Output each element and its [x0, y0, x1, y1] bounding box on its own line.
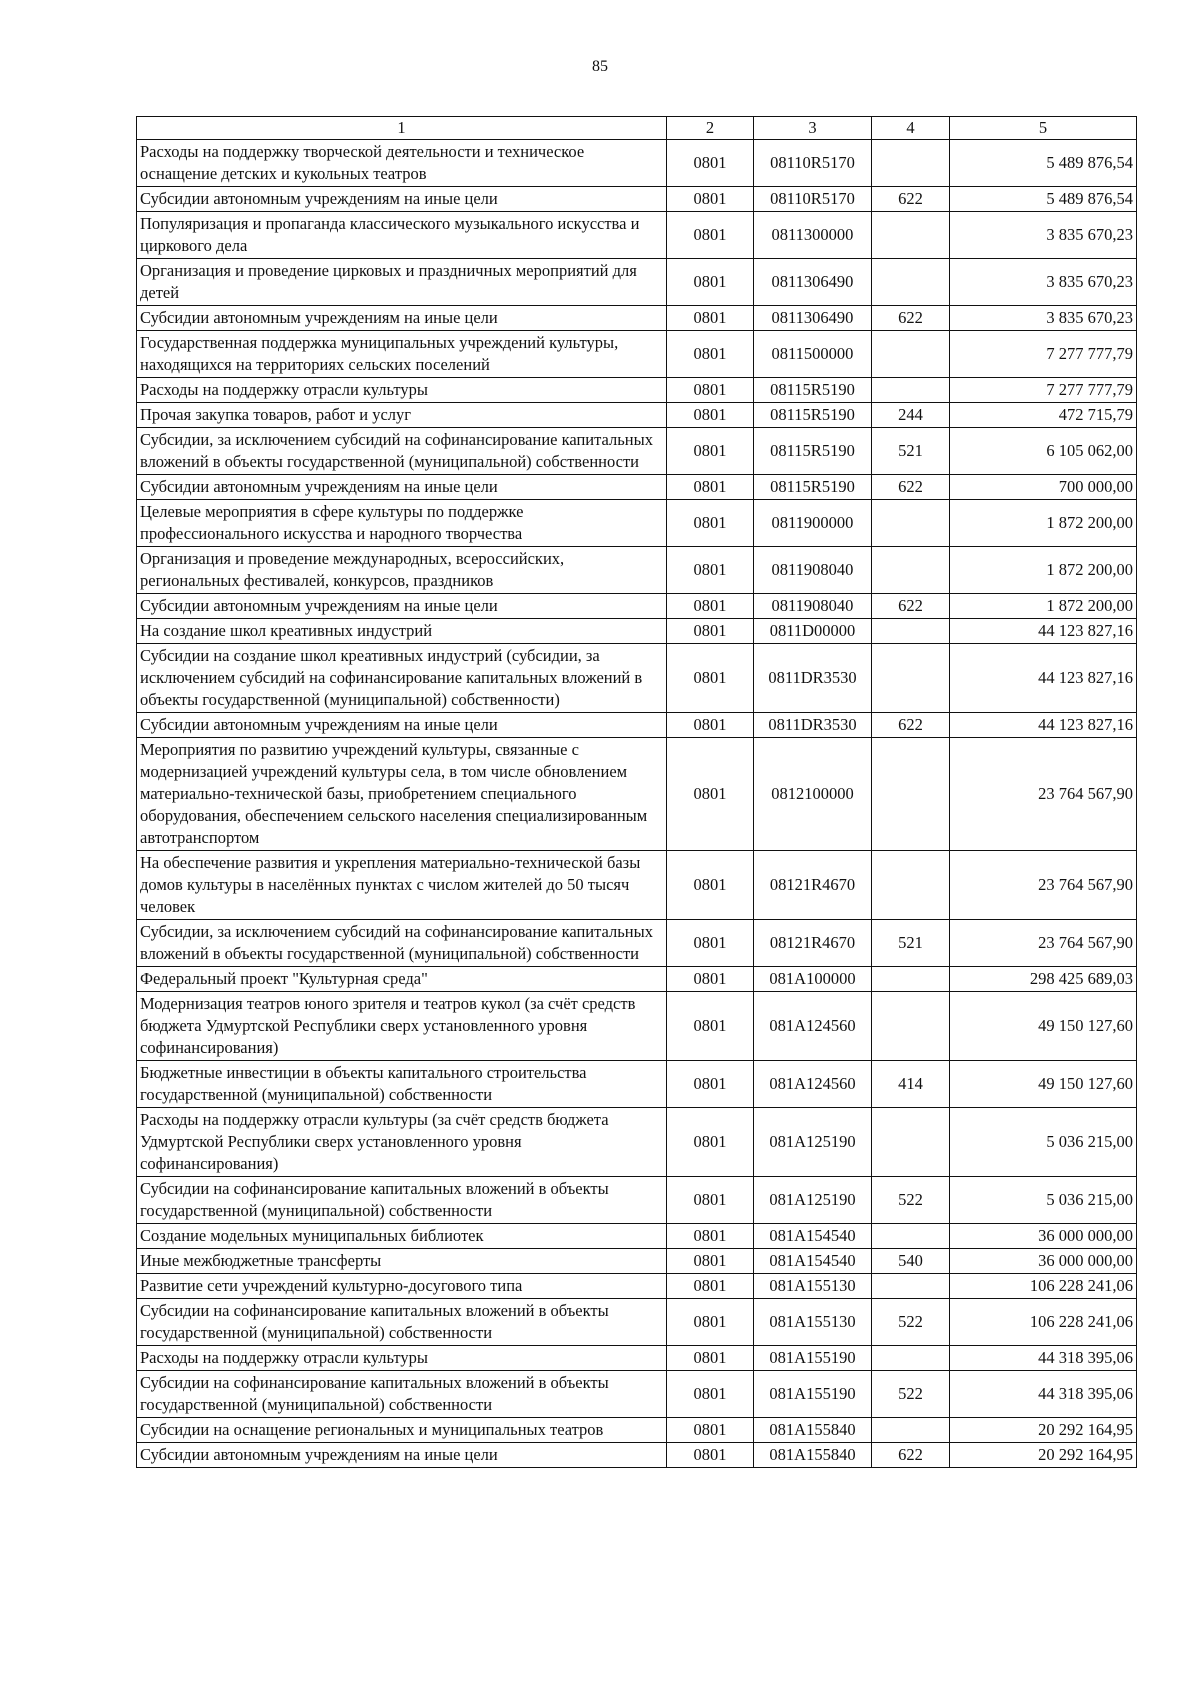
amount-cell: 298 425 689,03: [950, 967, 1137, 992]
amount-cell: 3 835 670,23: [950, 212, 1137, 259]
header-cell: 1: [137, 117, 667, 140]
section-code-cell: 0801: [667, 619, 754, 644]
section-code-cell: 0801: [667, 1443, 754, 1468]
table-row: [137, 259, 1137, 306]
section-code-cell: 0801: [667, 851, 754, 920]
section-code-cell: 0801: [667, 967, 754, 992]
section-code-cell: 0801: [667, 992, 754, 1061]
amount-cell: 23 764 567,90: [950, 851, 1137, 920]
expense-type-cell: 622: [872, 187, 950, 212]
expense-name-cell: Субсидии, за исключением субсидий на софинансирование капитальных вложений в объекты государственной (муниципальной) собственности: [137, 428, 667, 475]
section-code-cell: 0801: [667, 1299, 754, 1346]
table-row: [137, 713, 1137, 738]
target-code-cell: 081A125190: [754, 1108, 872, 1177]
table-row: [137, 547, 1137, 594]
expense-type-cell: [872, 212, 950, 259]
section-code-cell: 0801: [667, 644, 754, 713]
expense-name-cell: Создание модельных муниципальных библиотек: [137, 1224, 667, 1249]
section-code-cell: 0801: [667, 1249, 754, 1274]
expense-name-cell: Расходы на поддержку отрасли культуры: [137, 378, 667, 403]
table-row: [137, 1061, 1137, 1108]
target-code-cell: 08121R4670: [754, 851, 872, 920]
target-code-cell: 081A155130: [754, 1299, 872, 1346]
section-code-cell: 0801: [667, 1346, 754, 1371]
amount-cell: 6 105 062,00: [950, 428, 1137, 475]
expense-name-cell: Субсидии на оснащение региональных и муниципальных театров: [137, 1418, 667, 1443]
target-code-cell: 08115R5190: [754, 475, 872, 500]
amount-cell: 5 036 215,00: [950, 1108, 1137, 1177]
table-row: [137, 738, 1137, 851]
expense-name-cell: Модернизация театров юного зрителя и театров кукол (за счёт средств бюджета Удмуртской Республики сверх установленного уровня софинансирования): [137, 992, 667, 1061]
expense-type-cell: 540: [872, 1249, 950, 1274]
target-code-cell: 081A125190: [754, 1177, 872, 1224]
target-code-cell: 08115R5190: [754, 403, 872, 428]
table-row: [137, 378, 1137, 403]
expense-type-cell: [872, 738, 950, 851]
expense-name-cell: Организация и проведение международных, всероссийских, региональных фестивалей, конкурсов, праздников: [137, 547, 667, 594]
amount-cell: 106 228 241,06: [950, 1299, 1137, 1346]
section-code-cell: 0801: [667, 306, 754, 331]
table-row: [137, 331, 1137, 378]
expense-name-cell: Субсидии автономным учреждениям на иные цели: [137, 306, 667, 331]
target-code-cell: 08115R5190: [754, 378, 872, 403]
expense-name-cell: Субсидии на софинансирование капитальных вложений в объекты государственной (муниципальной) собственности: [137, 1371, 667, 1418]
expense-type-cell: [872, 992, 950, 1061]
amount-cell: 23 764 567,90: [950, 920, 1137, 967]
target-code-cell: 08110R5170: [754, 140, 872, 187]
amount-cell: 1 872 200,00: [950, 547, 1137, 594]
section-code-cell: 0801: [667, 920, 754, 967]
target-code-cell: 081A124560: [754, 992, 872, 1061]
expense-type-cell: [872, 1224, 950, 1249]
expense-name-cell: Организация и проведение цирковых и праздничных мероприятий для детей: [137, 259, 667, 306]
target-code-cell: 0811DR3530: [754, 713, 872, 738]
amount-cell: 472 715,79: [950, 403, 1137, 428]
amount-cell: 44 318 395,06: [950, 1371, 1137, 1418]
amount-cell: 3 835 670,23: [950, 259, 1137, 306]
amount-cell: 36 000 000,00: [950, 1224, 1137, 1249]
table-row: [137, 403, 1137, 428]
expense-type-cell: [872, 619, 950, 644]
target-code-cell: 081A100000: [754, 967, 872, 992]
target-code-cell: 0811900000: [754, 500, 872, 547]
expense-name-cell: Субсидии автономным учреждениям на иные цели: [137, 187, 667, 212]
table-row: [137, 1418, 1137, 1443]
target-code-cell: 0811D00000: [754, 619, 872, 644]
target-code-cell: 081A155190: [754, 1371, 872, 1418]
section-code-cell: 0801: [667, 594, 754, 619]
header-cell: 3: [754, 117, 872, 140]
table-row: [137, 920, 1137, 967]
expense-name-cell: Субсидии на создание школ креативных индустрий (субсидии, за исключением субсидий на софинансирование капитальных вложений в объекты государственной (муниципальной) собственности): [137, 644, 667, 713]
expense-name-cell: Субсидии автономным учреждениям на иные цели: [137, 1443, 667, 1468]
section-code-cell: 0801: [667, 140, 754, 187]
table-row: [137, 212, 1137, 259]
expense-name-cell: Федеральный проект "Культурная среда": [137, 967, 667, 992]
target-code-cell: 081A155840: [754, 1418, 872, 1443]
section-code-cell: 0801: [667, 1371, 754, 1418]
section-code-cell: 0801: [667, 713, 754, 738]
amount-cell: 700 000,00: [950, 475, 1137, 500]
expense-type-cell: [872, 967, 950, 992]
section-code-cell: 0801: [667, 1224, 754, 1249]
target-code-cell: 0811306490: [754, 259, 872, 306]
table-row: [137, 1224, 1137, 1249]
expense-name-cell: Субсидии автономным учреждениям на иные цели: [137, 713, 667, 738]
header-cell: 4: [872, 117, 950, 140]
table-row: [137, 644, 1137, 713]
table-row: [137, 140, 1137, 187]
expense-name-cell: На создание школ креативных индустрий: [137, 619, 667, 644]
section-code-cell: 0801: [667, 212, 754, 259]
expense-type-cell: [872, 547, 950, 594]
section-code-cell: 0801: [667, 1418, 754, 1443]
table-row: [137, 1274, 1137, 1299]
amount-cell: 5 489 876,54: [950, 140, 1137, 187]
section-code-cell: 0801: [667, 259, 754, 306]
table-row: [137, 851, 1137, 920]
target-code-cell: 081A155840: [754, 1443, 872, 1468]
expense-name-cell: Субсидии автономным учреждениям на иные цели: [137, 594, 667, 619]
amount-cell: 44 123 827,16: [950, 619, 1137, 644]
expense-type-cell: [872, 1274, 950, 1299]
table-row: [137, 1249, 1137, 1274]
section-code-cell: 0801: [667, 378, 754, 403]
amount-cell: 1 872 200,00: [950, 500, 1137, 547]
amount-cell: 1 872 200,00: [950, 594, 1137, 619]
amount-cell: 3 835 670,23: [950, 306, 1137, 331]
target-code-cell: 0811908040: [754, 547, 872, 594]
table-row: [137, 1371, 1137, 1418]
section-code-cell: 0801: [667, 738, 754, 851]
expense-type-cell: 521: [872, 920, 950, 967]
target-code-cell: 08110R5170: [754, 187, 872, 212]
section-code-cell: 0801: [667, 331, 754, 378]
expense-type-cell: 622: [872, 306, 950, 331]
amount-cell: 5 489 876,54: [950, 187, 1137, 212]
expense-type-cell: [872, 378, 950, 403]
target-code-cell: 081A155130: [754, 1274, 872, 1299]
target-code-cell: 081A154540: [754, 1224, 872, 1249]
header-cell: 5: [950, 117, 1137, 140]
expense-type-cell: 414: [872, 1061, 950, 1108]
expense-type-cell: [872, 259, 950, 306]
expense-name-cell: На обеспечение развития и укрепления материально-технической базы домов культуры в населённых пунктах с числом жителей до 50 тысяч человек: [137, 851, 667, 920]
expense-name-cell: Субсидии автономным учреждениям на иные цели: [137, 475, 667, 500]
amount-cell: 106 228 241,06: [950, 1274, 1137, 1299]
target-code-cell: 0811306490: [754, 306, 872, 331]
expense-type-cell: [872, 644, 950, 713]
expense-name-cell: Прочая закупка товаров, работ и услуг: [137, 403, 667, 428]
amount-cell: 7 277 777,79: [950, 378, 1137, 403]
section-code-cell: 0801: [667, 500, 754, 547]
expense-name-cell: Государственная поддержка муниципальных учреждений культуры, находящихся на территориях сельских поселений: [137, 331, 667, 378]
table-row: [137, 475, 1137, 500]
table-row: [137, 1299, 1137, 1346]
expense-name-cell: Целевые мероприятия в сфере культуры по поддержке профессионального искусства и народного творчества: [137, 500, 667, 547]
table-row: [137, 619, 1137, 644]
expense-name-cell: Бюджетные инвестиции в объекты капитального строительства государственной (муниципальной) собственности: [137, 1061, 667, 1108]
expense-name-cell: Иные межбюджетные трансферты: [137, 1249, 667, 1274]
section-code-cell: 0801: [667, 547, 754, 594]
table-row: [137, 1177, 1137, 1224]
target-code-cell: 0811300000: [754, 212, 872, 259]
expense-type-cell: 622: [872, 713, 950, 738]
table-row: [137, 1443, 1137, 1468]
expense-type-cell: [872, 1346, 950, 1371]
amount-cell: 20 292 164,95: [950, 1418, 1137, 1443]
expense-name-cell: Мероприятия по развитию учреждений культуры, связанные с модернизацией учреждений культуры села, в том числе обновлением материально-технической базы, приобретением специального оборудования, обеспечением сельского населения специализированным автотранспортом: [137, 738, 667, 851]
expense-name-cell: Развитие сети учреждений культурно-досугового типа: [137, 1274, 667, 1299]
amount-cell: 44 123 827,16: [950, 713, 1137, 738]
section-code-cell: 0801: [667, 403, 754, 428]
amount-cell: 49 150 127,60: [950, 1061, 1137, 1108]
expense-type-cell: [872, 1418, 950, 1443]
expense-type-cell: [872, 1108, 950, 1177]
expense-name-cell: Расходы на поддержку отрасли культуры (за счёт средств бюджета Удмуртской Республики сверх установленного уровня софинансирования): [137, 1108, 667, 1177]
expense-type-cell: [872, 331, 950, 378]
amount-cell: 23 764 567,90: [950, 738, 1137, 851]
expense-type-cell: 622: [872, 475, 950, 500]
target-code-cell: 0811908040: [754, 594, 872, 619]
target-code-cell: 081A124560: [754, 1061, 872, 1108]
table-row: [137, 1346, 1137, 1371]
expense-type-cell: 522: [872, 1299, 950, 1346]
amount-cell: 20 292 164,95: [950, 1443, 1137, 1468]
table-row: [137, 1108, 1137, 1177]
table-header-row: [137, 117, 1137, 140]
section-code-cell: 0801: [667, 1061, 754, 1108]
amount-cell: 5 036 215,00: [950, 1177, 1137, 1224]
table-row: [137, 967, 1137, 992]
section-code-cell: 0801: [667, 1108, 754, 1177]
expense-type-cell: 244: [872, 403, 950, 428]
expense-name-cell: Субсидии на софинансирование капитальных вложений в объекты государственной (муниципальной) собственности: [137, 1299, 667, 1346]
amount-cell: 7 277 777,79: [950, 331, 1137, 378]
expense-name-cell: Популяризация и пропаганда классического музыкального искусства и циркового дела: [137, 212, 667, 259]
expense-name-cell: Расходы на поддержку отрасли культуры: [137, 1346, 667, 1371]
expense-type-cell: 622: [872, 1443, 950, 1468]
target-code-cell: 08121R4670: [754, 920, 872, 967]
expense-name-cell: Субсидии на софинансирование капитальных вложений в объекты государственной (муниципальной) собственности: [137, 1177, 667, 1224]
section-code-cell: 0801: [667, 187, 754, 212]
table-row: [137, 594, 1137, 619]
section-code-cell: 0801: [667, 1274, 754, 1299]
target-code-cell: 081A155190: [754, 1346, 872, 1371]
table-row: [137, 992, 1137, 1061]
expense-type-cell: [872, 851, 950, 920]
target-code-cell: 081A154540: [754, 1249, 872, 1274]
target-code-cell: 08115R5190: [754, 428, 872, 475]
expense-type-cell: 622: [872, 594, 950, 619]
table-row: [137, 428, 1137, 475]
amount-cell: 44 318 395,06: [950, 1346, 1137, 1371]
amount-cell: 44 123 827,16: [950, 644, 1137, 713]
amount-cell: 36 000 000,00: [950, 1249, 1137, 1274]
expense-name-cell: Расходы на поддержку творческой деятельности и техническое оснащение детских и кукольных театров: [137, 140, 667, 187]
expense-name-cell: Субсидии, за исключением субсидий на софинансирование капитальных вложений в объекты государственной (муниципальной) собственности: [137, 920, 667, 967]
page-number: 85: [592, 58, 608, 75]
expense-type-cell: 522: [872, 1371, 950, 1418]
expense-type-cell: 521: [872, 428, 950, 475]
header-cell: 2: [667, 117, 754, 140]
table-row: [137, 500, 1137, 547]
section-code-cell: 0801: [667, 475, 754, 500]
target-code-cell: 0812100000: [754, 738, 872, 851]
expense-type-cell: [872, 500, 950, 547]
expense-type-cell: 522: [872, 1177, 950, 1224]
budget-table: [136, 116, 1137, 1468]
section-code-cell: 0801: [667, 1177, 754, 1224]
table-row: [137, 306, 1137, 331]
table-row: [137, 187, 1137, 212]
target-code-cell: 0811500000: [754, 331, 872, 378]
target-code-cell: 0811DR3530: [754, 644, 872, 713]
expense-type-cell: [872, 140, 950, 187]
section-code-cell: 0801: [667, 428, 754, 475]
amount-cell: 49 150 127,60: [950, 992, 1137, 1061]
